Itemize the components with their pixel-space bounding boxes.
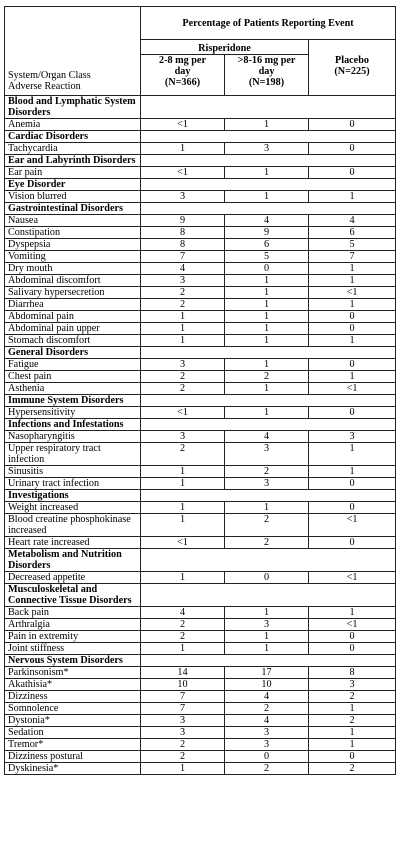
incidence-cell: 6 bbox=[225, 239, 309, 251]
table-row bbox=[5, 383, 396, 395]
table-row bbox=[5, 251, 396, 263]
incidence-cell: 1 bbox=[309, 191, 396, 203]
incidence-cell: 1 bbox=[225, 407, 309, 419]
incidence-cell: <1 bbox=[141, 119, 225, 131]
system-organ-class-header bbox=[5, 7, 141, 96]
adverse-reaction-name: Heart rate increased bbox=[5, 537, 141, 549]
incidence-cell: 3 bbox=[309, 431, 396, 443]
risperidone-header: Risperidone bbox=[141, 40, 309, 55]
incidence-cell: 2 bbox=[309, 691, 396, 703]
table-row bbox=[5, 631, 396, 643]
adverse-reaction-name: Abdominal discomfort bbox=[5, 275, 141, 287]
incidence-cell: 4 bbox=[141, 263, 225, 275]
incidence-cell: 4 bbox=[225, 715, 309, 727]
incidence-cell: 1 bbox=[309, 739, 396, 751]
incidence-cell: <1 bbox=[309, 619, 396, 631]
incidence-cell: 2 bbox=[225, 763, 309, 775]
incidence-cell: 1 bbox=[309, 299, 396, 311]
incidence-cell: 5 bbox=[309, 239, 396, 251]
section-title: Nervous System Disorders bbox=[5, 655, 141, 667]
incidence-cell: 1 bbox=[225, 119, 309, 131]
incidence-cell: 0 bbox=[309, 407, 396, 419]
incidence-cell: 0 bbox=[309, 537, 396, 549]
adverse-reaction-name: Dystonia* bbox=[5, 715, 141, 727]
table-row bbox=[5, 215, 396, 227]
adverse-reaction-name: Sinusitis bbox=[5, 466, 141, 478]
incidence-cell: 5 bbox=[225, 251, 309, 263]
adverse-reaction-name: Dyskinesia* bbox=[5, 763, 141, 775]
section-row bbox=[5, 549, 396, 572]
incidence-cell: 2 bbox=[141, 751, 225, 763]
incidence-cell: 3 bbox=[141, 715, 225, 727]
adverse-reaction-name: Somnolence bbox=[5, 703, 141, 715]
table-row bbox=[5, 691, 396, 703]
incidence-cell: <1 bbox=[141, 537, 225, 549]
incidence-cell: 2 bbox=[141, 383, 225, 395]
incidence-cell: 3 bbox=[141, 191, 225, 203]
table-row bbox=[5, 572, 396, 584]
incidence-cell: 1 bbox=[225, 631, 309, 643]
incidence-cell: 1 bbox=[141, 572, 225, 584]
table-row bbox=[5, 739, 396, 751]
incidence-cell: 4 bbox=[141, 607, 225, 619]
adverse-reaction-name: Upper respiratory tract infection bbox=[5, 443, 141, 466]
table-row bbox=[5, 359, 396, 371]
table-row bbox=[5, 537, 396, 549]
adverse-reaction-name: Hypersensitivity bbox=[5, 407, 141, 419]
incidence-cell: 7 bbox=[309, 251, 396, 263]
incidence-cell: 1 bbox=[225, 502, 309, 514]
incidence-cell: 7 bbox=[141, 251, 225, 263]
incidence-cell: 1 bbox=[141, 514, 225, 537]
table-row bbox=[5, 143, 396, 155]
incidence-cell: 3 bbox=[141, 275, 225, 287]
incidence-cell: 2 bbox=[225, 466, 309, 478]
incidence-cell: <1 bbox=[141, 407, 225, 419]
table-row bbox=[5, 119, 396, 131]
section-title: Immune System Disorders bbox=[5, 395, 141, 407]
section-title: Investigations bbox=[5, 490, 141, 502]
incidence-cell: 0 bbox=[309, 119, 396, 131]
adverse-reaction-name: Urinary tract infection bbox=[5, 478, 141, 490]
table-row bbox=[5, 227, 396, 239]
incidence-cell: <1 bbox=[309, 383, 396, 395]
table-row bbox=[5, 299, 396, 311]
adverse-reaction-name: Nasopharyngitis bbox=[5, 431, 141, 443]
adverse-reactions-table bbox=[4, 6, 396, 775]
incidence-cell: 3 bbox=[141, 359, 225, 371]
incidence-cell: 3 bbox=[225, 443, 309, 466]
table-row bbox=[5, 478, 396, 490]
incidence-cell: 2 bbox=[141, 299, 225, 311]
incidence-cell: 0 bbox=[309, 631, 396, 643]
incidence-cell: 1 bbox=[141, 478, 225, 490]
system-label: System/Organ Class bbox=[8, 70, 91, 81]
incidence-cell: 0 bbox=[225, 751, 309, 763]
adverse-reaction-name: Back pain bbox=[5, 607, 141, 619]
adverse-reaction-name: Tachycardia bbox=[5, 143, 141, 155]
table-row bbox=[5, 502, 396, 514]
incidence-cell: 3 bbox=[225, 619, 309, 631]
adverse-reaction-name: Anemia bbox=[5, 119, 141, 131]
section-title: Infections and Infestations bbox=[5, 419, 141, 431]
incidence-cell: 1 bbox=[141, 466, 225, 478]
incidence-cell: 1 bbox=[225, 167, 309, 179]
adverse-reaction-name: Ear pain bbox=[5, 167, 141, 179]
adverse-reaction-name: Fatigue bbox=[5, 359, 141, 371]
adverse-reaction-name: Diarrhea bbox=[5, 299, 141, 311]
incidence-cell: 1 bbox=[309, 335, 396, 347]
incidence-cell: 2 bbox=[225, 514, 309, 537]
table-row bbox=[5, 407, 396, 419]
incidence-cell: 1 bbox=[141, 335, 225, 347]
adverse-reaction-name: Chest pain bbox=[5, 371, 141, 383]
section-row bbox=[5, 655, 396, 667]
incidence-cell: 1 bbox=[141, 502, 225, 514]
section-row bbox=[5, 131, 396, 143]
adverse-reaction-name: Tremor* bbox=[5, 739, 141, 751]
adverse-reaction-name: Parkinsonism* bbox=[5, 667, 141, 679]
incidence-cell: 1 bbox=[225, 383, 309, 395]
incidence-cell: 1 bbox=[225, 323, 309, 335]
incidence-cell: 0 bbox=[309, 167, 396, 179]
incidence-cell: 4 bbox=[225, 431, 309, 443]
incidence-cell: 2 bbox=[309, 715, 396, 727]
incidence-cell: 3 bbox=[225, 727, 309, 739]
adverse-reaction-name: Joint stiffness bbox=[5, 643, 141, 655]
incidence-cell: 1 bbox=[225, 191, 309, 203]
incidence-cell: 0 bbox=[309, 323, 396, 335]
section-title: Gastrointestinal Disorders bbox=[5, 203, 141, 215]
adverse-reaction-name: Vision blurred bbox=[5, 191, 141, 203]
incidence-cell: 1 bbox=[309, 275, 396, 287]
incidence-cell: 2 bbox=[141, 739, 225, 751]
incidence-cell: 7 bbox=[141, 691, 225, 703]
incidence-cell: 1 bbox=[141, 323, 225, 335]
table-row bbox=[5, 715, 396, 727]
adverse-reaction-name: Weight increased bbox=[5, 502, 141, 514]
incidence-cell: 3 bbox=[225, 143, 309, 155]
header-row-top bbox=[5, 7, 396, 40]
incidence-cell: 1 bbox=[309, 727, 396, 739]
section-row bbox=[5, 395, 396, 407]
incidence-cell: 2 bbox=[225, 371, 309, 383]
incidence-cell: 17 bbox=[225, 667, 309, 679]
incidence-cell: 1 bbox=[309, 607, 396, 619]
table-row bbox=[5, 607, 396, 619]
incidence-cell: 1 bbox=[309, 371, 396, 383]
incidence-cell: <1 bbox=[309, 514, 396, 537]
table-row bbox=[5, 431, 396, 443]
table-row bbox=[5, 335, 396, 347]
section-row bbox=[5, 96, 396, 119]
section-title: Cardiac Disorders bbox=[5, 131, 141, 143]
adverse-reaction-name: Stomach discomfort bbox=[5, 335, 141, 347]
incidence-cell: 1 bbox=[225, 311, 309, 323]
incidence-cell: 3 bbox=[309, 679, 396, 691]
section-title: Musculoskeletal and Connective Tissue Disorders bbox=[5, 584, 141, 607]
table-row bbox=[5, 263, 396, 275]
incidence-cell: 10 bbox=[141, 679, 225, 691]
section-row bbox=[5, 584, 396, 607]
incidence-cell: 0 bbox=[309, 751, 396, 763]
table-row bbox=[5, 679, 396, 691]
incidence-cell: 0 bbox=[309, 143, 396, 155]
incidence-cell: 1 bbox=[225, 643, 309, 655]
incidence-cell: 4 bbox=[225, 691, 309, 703]
section-row bbox=[5, 179, 396, 191]
table-row bbox=[5, 763, 396, 775]
adverse-reaction-name: Sedation bbox=[5, 727, 141, 739]
adverse-reaction-name: Abdominal pain bbox=[5, 311, 141, 323]
adverse-reaction-name: Pain in extremity bbox=[5, 631, 141, 643]
incidence-cell: 2 bbox=[141, 631, 225, 643]
incidence-cell: 2 bbox=[309, 763, 396, 775]
adverse-reaction-name: Dry mouth bbox=[5, 263, 141, 275]
section-title: Ear and Labyrinth Disorders bbox=[5, 155, 141, 167]
table-row bbox=[5, 191, 396, 203]
table-row bbox=[5, 443, 396, 466]
adverse-reaction-name: Akathisia* bbox=[5, 679, 141, 691]
adverse-reaction-name: Asthenia bbox=[5, 383, 141, 395]
incidence-cell: 10 bbox=[225, 679, 309, 691]
adverse-reaction-name: Abdominal pain upper bbox=[5, 323, 141, 335]
incidence-cell: 1 bbox=[141, 143, 225, 155]
adverse-reaction-name: Nausea bbox=[5, 215, 141, 227]
incidence-cell: 8 bbox=[141, 227, 225, 239]
incidence-cell: 1 bbox=[225, 299, 309, 311]
incidence-cell: <1 bbox=[141, 167, 225, 179]
incidence-cell: 1 bbox=[141, 643, 225, 655]
incidence-cell: 1 bbox=[141, 763, 225, 775]
incidence-cell: 9 bbox=[141, 215, 225, 227]
incidence-cell: 1 bbox=[225, 359, 309, 371]
table-row bbox=[5, 371, 396, 383]
section-row bbox=[5, 347, 396, 359]
adverse-reaction-name: Decreased appetite bbox=[5, 572, 141, 584]
incidence-cell: 2 bbox=[225, 537, 309, 549]
incidence-cell: 0 bbox=[309, 311, 396, 323]
adverse-reaction-name: Constipation bbox=[5, 227, 141, 239]
incidence-cell: 2 bbox=[225, 703, 309, 715]
table-row bbox=[5, 167, 396, 179]
incidence-cell: 1 bbox=[225, 275, 309, 287]
adverse-reaction-name: Dizziness bbox=[5, 691, 141, 703]
placebo-header: Placebo (N=225) bbox=[309, 55, 396, 96]
incidence-cell: 1 bbox=[141, 311, 225, 323]
adverse-reaction-name: Blood creatine phosphokinase increased bbox=[5, 514, 141, 537]
incidence-cell: 0 bbox=[309, 502, 396, 514]
incidence-cell: 7 bbox=[141, 703, 225, 715]
section-row bbox=[5, 203, 396, 215]
incidence-cell: 9 bbox=[225, 227, 309, 239]
incidence-cell: 1 bbox=[309, 263, 396, 275]
adverse-reaction-name: Dyspepsia bbox=[5, 239, 141, 251]
section-title: Blood and Lymphatic System Disorders bbox=[5, 96, 141, 119]
dose-col-1-header: 2-8 mg per day (N=366) bbox=[141, 55, 225, 96]
table-row bbox=[5, 275, 396, 287]
table-row bbox=[5, 751, 396, 763]
incidence-cell: 1 bbox=[309, 443, 396, 466]
table-row bbox=[5, 667, 396, 679]
incidence-cell: 0 bbox=[225, 263, 309, 275]
section-title: General Disorders bbox=[5, 347, 141, 359]
incidence-cell: <1 bbox=[309, 287, 396, 299]
table-row bbox=[5, 466, 396, 478]
table-row bbox=[5, 239, 396, 251]
incidence-cell: 1 bbox=[225, 287, 309, 299]
incidence-cell: 4 bbox=[225, 215, 309, 227]
section-row bbox=[5, 155, 396, 167]
table-row bbox=[5, 727, 396, 739]
incidence-cell: 1 bbox=[225, 335, 309, 347]
table-row bbox=[5, 323, 396, 335]
incidence-cell: 0 bbox=[309, 478, 396, 490]
incidence-cell: 3 bbox=[141, 431, 225, 443]
incidence-cell: <1 bbox=[309, 572, 396, 584]
incidence-cell: 2 bbox=[141, 371, 225, 383]
section-row bbox=[5, 419, 396, 431]
incidence-cell: 2 bbox=[141, 287, 225, 299]
incidence-cell: 6 bbox=[309, 227, 396, 239]
incidence-cell: 1 bbox=[309, 466, 396, 478]
table-row bbox=[5, 703, 396, 715]
incidence-cell: 8 bbox=[141, 239, 225, 251]
adverse-reaction-name: Arthralgia bbox=[5, 619, 141, 631]
section-row bbox=[5, 490, 396, 502]
incidence-cell: 8 bbox=[309, 667, 396, 679]
adverse-reactions-table-container bbox=[4, 6, 395, 775]
table-row bbox=[5, 514, 396, 537]
table-row bbox=[5, 287, 396, 299]
adverse-reaction-name: Vomiting bbox=[5, 251, 141, 263]
table-row bbox=[5, 311, 396, 323]
incidence-cell: 0 bbox=[309, 359, 396, 371]
reaction-label: Adverse Reaction bbox=[8, 81, 81, 92]
incidence-cell: 0 bbox=[225, 572, 309, 584]
table-row bbox=[5, 619, 396, 631]
incidence-cell: 2 bbox=[141, 619, 225, 631]
incidence-cell: 3 bbox=[225, 739, 309, 751]
section-title: Eye Disorder bbox=[5, 179, 141, 191]
incidence-cell: 1 bbox=[309, 703, 396, 715]
dose-col-2-header: >8-16 mg per day (N=198) bbox=[225, 55, 309, 96]
incidence-cell: 4 bbox=[309, 215, 396, 227]
incidence-cell: 2 bbox=[141, 443, 225, 466]
adverse-reaction-name: Salivary hypersecretion bbox=[5, 287, 141, 299]
incidence-cell: 3 bbox=[225, 478, 309, 490]
incidence-cell: 0 bbox=[309, 643, 396, 655]
section-title: Metabolism and Nutrition Disorders bbox=[5, 549, 141, 572]
percentage-header: Percentage of Patients Reporting Event bbox=[141, 7, 396, 40]
incidence-cell: 3 bbox=[141, 727, 225, 739]
adverse-reaction-name: Dizziness postural bbox=[5, 751, 141, 763]
table-row bbox=[5, 643, 396, 655]
incidence-cell: 1 bbox=[225, 607, 309, 619]
incidence-cell: 14 bbox=[141, 667, 225, 679]
